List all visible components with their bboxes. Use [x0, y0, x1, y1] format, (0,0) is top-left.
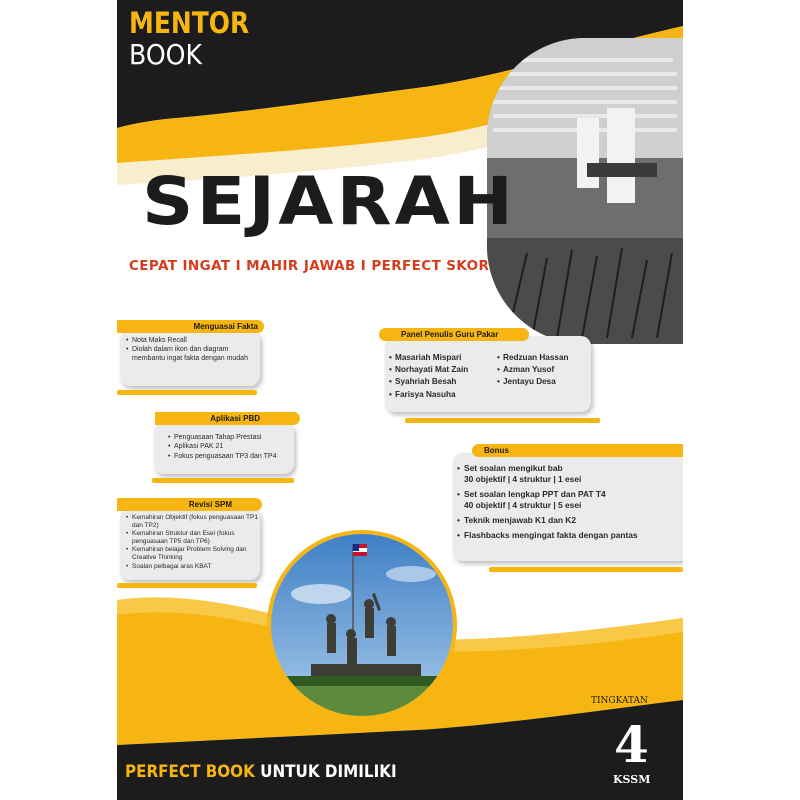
panel-penulis-col2	[497, 352, 592, 389]
panel-penulis-col1	[389, 352, 494, 401]
flag	[353, 544, 367, 556]
list-item: • Kemahiran belajar Problem Solving dan Creative Thinking	[126, 546, 258, 561]
bonus-item-text: Set soalan lengkap PPT dan PAT T4	[464, 489, 606, 499]
menguasai-fakta-list	[126, 337, 256, 364]
revisi-spm-bar	[117, 583, 257, 588]
historical-photo	[487, 38, 683, 344]
bonus-item-text: Set soalan mengikut bab	[464, 463, 563, 473]
footer-text: UNTUK DIMILIKI	[260, 762, 397, 781]
author-name: • Norhayati Mat Zain	[389, 364, 494, 375]
brand-name-book: BOOK	[129, 38, 203, 71]
bonus-label: Bonus	[472, 444, 683, 457]
bonus-item: • Flashbacks mengingat fakta dengan pantas	[457, 530, 679, 541]
author-name: • Farisya Nasuha	[389, 389, 494, 400]
footer-slogan	[125, 762, 397, 781]
list-item: • Kemahiran Objektif (fokus penguasaan TP1 dan TP2)	[126, 514, 258, 529]
bonus-item	[457, 489, 679, 511]
panel-penulis-bar	[405, 418, 600, 423]
bonus-item-sub: 40 objektif | 4 struktur | 5 esei	[464, 500, 582, 510]
footer-highlight: PERFECT BOOK	[125, 762, 255, 781]
aplikasi-pbd-list	[168, 434, 293, 462]
menguasai-fakta-label: Menguasai Fakta	[117, 320, 264, 333]
menguasai-fakta-bar	[117, 390, 257, 395]
curriculum-label: KSSM	[613, 773, 651, 786]
grade-number: 4	[614, 715, 649, 774]
tingkatan-label: TINGKATAN	[591, 696, 648, 706]
revisi-spm-label: Revisi SPM	[117, 498, 262, 511]
list-item: • Nota Maks Recall	[126, 337, 256, 345]
aplikasi-pbd-bar	[152, 478, 294, 483]
bonus-item	[457, 463, 679, 485]
aplikasi-pbd-label: Aplikasi PBD	[155, 412, 300, 425]
list-item: • Diolah dalam ikon dan diagram membantu ingat fakta dengan mudah	[126, 346, 256, 363]
monument-photo	[267, 530, 457, 720]
author-name: • Syahriah Besah	[389, 376, 494, 387]
brand-name-mentor: MENTOR	[129, 6, 250, 40]
panel-penulis-label: Panel Penulis Guru Pakar	[379, 328, 529, 341]
revisi-spm-list	[126, 514, 258, 571]
list-item: • Aplikasi PAK 21	[168, 443, 293, 451]
bonus-item-sub: 30 objektif | 4 struktur | 1 esei	[464, 474, 582, 484]
author-name: • Masariah Mispari	[389, 352, 494, 363]
bonus-list	[457, 463, 679, 545]
list-item: • Penguasaan Tahap Prestasi	[168, 434, 293, 442]
list-item: • Soalan pelbagai aras KBAT	[126, 563, 258, 571]
subject-title: SEJARAH	[142, 163, 517, 240]
author-name: • Jentayu Desa	[497, 376, 592, 387]
bonus-item: • Teknik menjawab K1 dan K2	[457, 515, 679, 526]
list-item: • Kemahiran Struktur dan Esei (fokus penguasaan TP5 dan TP6)	[126, 530, 258, 545]
list-item: • Fokus penguasaan TP3 dan TP4	[168, 453, 293, 461]
bonus-bar	[489, 567, 683, 572]
author-name: • Azman Yusof	[497, 364, 592, 375]
book-cover	[117, 0, 683, 800]
tagline: CEPAT INGAT I MAHIR JAWAB I PERFECT SKOR	[129, 258, 490, 274]
author-name: • Redzuan Hassan	[497, 352, 592, 363]
